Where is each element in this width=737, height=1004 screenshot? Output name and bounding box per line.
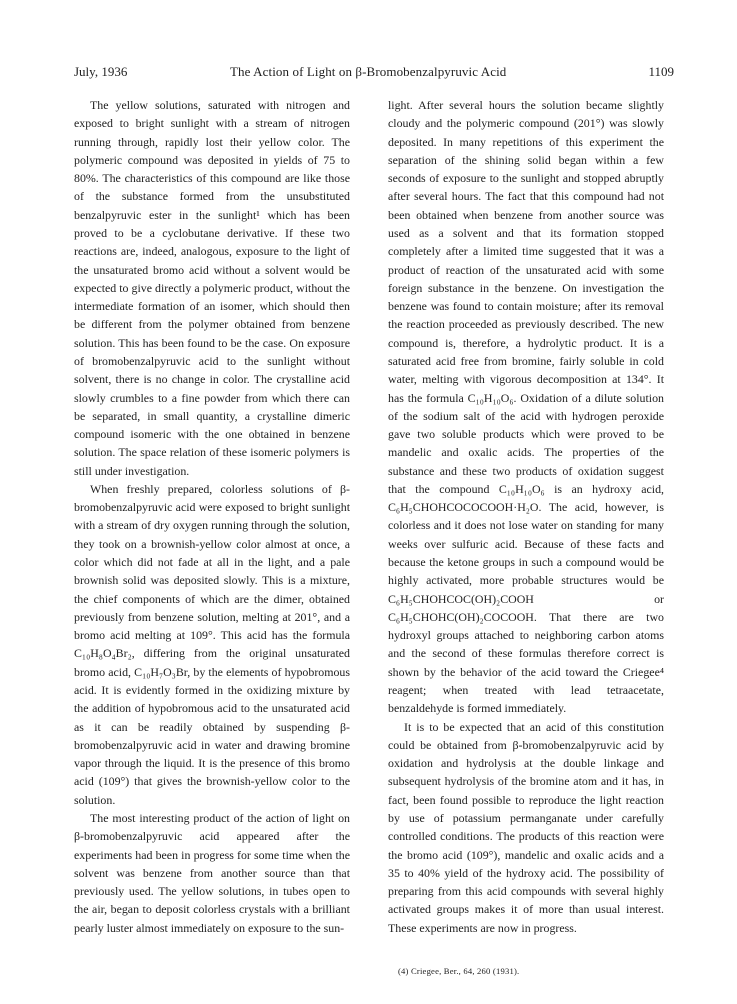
right-column [388, 96, 664, 937]
running-header [74, 63, 674, 81]
footnote: (4) Criegee, Ber., 64, 260 (1931). [398, 966, 520, 976]
paragraph-4: light. After several hours the solution became slightly cloudy and the polymeric compound (201°) was slowly deposited. In many repetitions of this experiment the separation of the shining solid began within a few seconds of exposure to the sunlight and stopped abruptly after several hours. The fact that this compound had not been obtained when benzene from another source was used as a solvent and that its formation stopped completely after a limited time suggested that it was a product of reaction of the unsaturated acid with some foreign substance in the benzene. On investigation the benzene was found to contain moisture; after its removal the reaction proceeded as previously described. The new compound is, therefore, a hydrolytic product. It is a saturated acid free from bromine, fairly soluble in cold water, melting with vigorous decomposition at 134°. It has the formula C₁₀H₁₀O₆. Oxidation of a dilute solution of the sodium salt of the acid with hydrogen peroxide gave two soluble products which were proved to be mandelic and oxalic acids. The properties of the substance and these two products of oxidation suggest that the compound C₁₀H₁₀O₆ is an hydroxy acid, C₆H₅CHOHCOCOCOOH·H₂O. The acid, however, is colorless and it does not lose water on standing for many weeks over sulfuric acid. Because of these facts and because the ketone groups in such a compound would be highly activated, more probable structures would be C₆H₅CHOHCOC(OH)₂COOH or C₆H₅CHOHC(OH)₂COCOOH. That there are two hydroxyl groups attached to neighboring carbon atoms and the second of these formulas therefore correct is shown by the behavior of the acid toward the Criegee⁴ reagent; when treated with lead tetraacetate, benzaldehyde is formed immediately. [388, 98, 664, 716]
header-page-number: 1109 [648, 64, 674, 79]
paragraph-5: It is to be expected that an acid of this constitution could be obtained from β-bromobenzalpyruvic acid by oxidation and hydrolysis at the double linkage and subsequent hydrolysis of the bromine atom and it has, in fact, been found possible to reproduce the light reaction by use of potassium permanganate under carefully controlled conditions. The products of this reaction were the bromo acid (109°), mandelic and oxalic acids and a 35 to 40% yield of the hydroxy acid. The possibility of preparing from this acid compounds with several highly activated groups makes it of more than usual interest. These experiments are now in progress. [388, 719, 664, 935]
header-title: The Action of Light on β-Bromobenzalpyruvic Acid [230, 64, 507, 79]
header-date: July, 1936 [74, 64, 128, 79]
paragraph-3: The most interesting product of the action of light on β-bromobenzalpyruvic acid appeared after the experiments had been in progress for some time when the solvent was benzene from another source than that previously used. The yellow solutions, in tubes open to the air, began to deposit colorless crystals with a brilliant pearly luster almost immediately on exposure to the sun- [74, 810, 350, 935]
left-column [74, 96, 350, 937]
paragraph-1: The yellow solutions, saturated with nitrogen and exposed to bright sunlight with a stream of nitrogen running through, rapidly lost their yellow color. The polymeric compound was deposited in yields of 75 to 80%. The characteristics of this compound are like those of the substance formed from the unsubstituted benzalpyruvic ester in the sunlight¹ which has been proved to be a cyclobutane derivative. If these two reactions are, indeed, analogous, exposure to the light of the unsaturated bromo acid without a solvent would be expected to give directly a polymeric product, without the intermediate formation of an isomer, which should then be different from the polymer obtained from benzene solution. This has been found to be the case. On exposure of bromobenzalpyruvic acid to the sunlight without solvent, there is no change in color. The crystalline acid slowly crumbles to a fine powder from which there can be separated, in small quantity, a crystalline dimeric compound isomeric with the one obtained in benzene solution. The space relation of these isomeric polymers is still under investigation. [74, 98, 350, 478]
paragraph-2: When freshly prepared, colorless solutions of β-bromobenzalpyruvic acid were exposed to bright sunlight with a stream of dry oxygen running through the solution, they took on a brownish-yellow color almost at once, a color which did not fade at all in the light, and a pale brownish solid was deposited slowly. This is a mixture, the chief components of which are the dimer, obtained previously from benzene solution, melting at 201°, and a bromo acid melting at 109°. This acid has the formula C₁₀H₈O₄Br₂, differing from the original unsaturated bromo acid, C₁₀H₇O₃Br, by the elements of hypobromous acid. It is evidently formed in the oxidizing mixture by the addition of hypobromous acid to the unsaturated acid as it can be readily obtained by suspending β-bromobenzalpyruvic acid in water and drawing bromine vapor through the liquid. It is the presence of this bromo acid (109°) that gives the brownish-yellow color to the solution. [74, 481, 350, 807]
